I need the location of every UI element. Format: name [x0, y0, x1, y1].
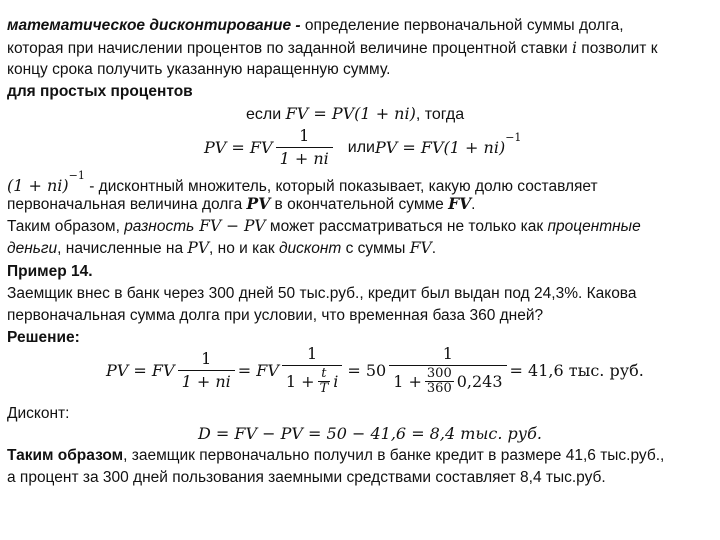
thus-interest-word: процентные: [547, 218, 641, 235]
simple-interest-header: для простых процентов: [7, 83, 193, 100]
solution-f2-one-plus: 1 +: [285, 371, 315, 391]
solution-T: T: [319, 381, 329, 396]
thus-line-1: [7, 216, 641, 237]
discount-factor-period: .: [471, 196, 476, 213]
thus-pv: PV: [187, 239, 210, 257]
formula2-rhs: PV = FV(1 + ni): [374, 138, 506, 157]
thus-difference-expr: FV − PV: [194, 217, 266, 235]
definition-text-4: концу срока получить указанную наращенную сумму.: [7, 61, 391, 78]
discount-title: Дисконт:: [7, 405, 70, 422]
solution-300: 300: [426, 366, 452, 381]
thus-discount-word: дисконт: [278, 240, 342, 257]
solution-fraction-1: [178, 349, 235, 392]
solution-eq-1: = FV: [237, 360, 279, 380]
solution-f3-numerator: 1: [389, 344, 506, 366]
discount-factor-fv: FV: [448, 194, 472, 213]
formula-if-word: если: [246, 106, 286, 123]
solution-f1-numerator: 1: [178, 349, 235, 371]
definition-text-3: позволит к: [577, 40, 658, 57]
solution-eq-2: = 50: [347, 360, 387, 380]
thus-difference-word: разность: [124, 218, 195, 235]
discount-factor-text-3: в окончательной сумме: [270, 196, 449, 213]
discount-factor-pv: PV: [246, 194, 271, 213]
formula-accumulation: [246, 104, 464, 124]
definition-text-2: которая при начислении процентов по заданной величине процентной ставки: [7, 40, 573, 57]
thus-text-3: , начисленные на: [57, 240, 188, 257]
formula-present-value: [204, 126, 521, 169]
thus-money-word: деньги: [7, 240, 58, 257]
solution-f1-denominator: 1 + ni: [181, 371, 231, 391]
solution-fraction-3: [389, 344, 506, 396]
formula2-numerator: 1: [276, 126, 333, 148]
discount-factor-text-1: - дисконтный множитель, который показывает, какую долю составляет: [84, 178, 598, 196]
formula2-denominator: 1 + ni: [279, 149, 329, 168]
formula2-fraction: [276, 126, 333, 169]
definition-text-1: определение первоначальной суммы долга,: [300, 17, 624, 34]
formula2-lhs: PV = FV: [204, 138, 273, 157]
formula-then-word: , тогда: [415, 106, 465, 123]
discount-formula-expr: D = FV − PV = 50 − 41,6 = 8,4 тыс. руб.: [198, 424, 542, 443]
solution-f3-one-plus: 1 +: [393, 371, 422, 391]
solution-f3-denominator: [389, 366, 506, 396]
thus-text-2: может рассматриваться не только как: [265, 218, 548, 235]
conclusion-line-1: [7, 446, 664, 466]
solution-fraction-2: [282, 344, 342, 396]
thus-text-4: , но и как: [209, 240, 279, 257]
thus-fv: FV: [409, 239, 432, 257]
definition-line-1: [7, 16, 624, 36]
discount-factor-line-2: [7, 194, 475, 215]
discount-factor-expr: (1 + ni): [7, 176, 69, 196]
solution-t-over-T: [318, 367, 331, 396]
conclusion-lead: Таким образом: [7, 447, 124, 464]
definition-var-i: i: [572, 39, 577, 57]
solution-rate: 0,243: [456, 371, 503, 391]
solution-f2-numerator: 1: [282, 344, 342, 366]
solution-t: t: [318, 367, 331, 382]
solution-title: Решение:: [7, 329, 80, 346]
example-line-1: Заемщик внес в банк через 300 дней 50 тыс.руб., кредит был выдан под 24,3%. Какова: [7, 285, 637, 302]
definition-line-3: [7, 60, 390, 80]
conclusion-text-1: , заемщик первоначально получил в банке кредит в размере 41,6 тыс.руб.,: [123, 447, 665, 464]
formula2-or-word: или: [347, 138, 375, 156]
discount-factor-text-2: первоначальная величина долга: [7, 196, 247, 213]
thus-text-5: с суммы: [341, 240, 410, 257]
definition-term: математическое дисконтирование -: [7, 17, 301, 34]
solution-i: i: [333, 371, 339, 391]
solution-360: 360: [426, 381, 452, 396]
thus-text-1: Таким образом,: [7, 218, 125, 235]
definition-line-2: [7, 38, 657, 59]
example-line-2: первоначальная сумма долга при условии, что временная база 360 дней?: [7, 307, 544, 324]
solution-formula: [106, 344, 644, 396]
discount-factor-exponent: −1: [68, 169, 85, 182]
thus-line-2: [7, 238, 436, 259]
solution-300-over-360: [425, 367, 454, 396]
formula-accumulation-expr: FV = PV(1 + ni): [285, 104, 416, 123]
solution-lhs: PV = FV: [106, 360, 175, 380]
solution-result: = 41,6 тыс. руб.: [509, 360, 644, 380]
conclusion-line-2: а процент за 300 дней пользования заемными средствами составляет 8,4 тыс.руб.: [7, 469, 606, 486]
thus-period: .: [431, 240, 436, 257]
discount-formula: [198, 424, 542, 443]
formula2-exponent: −1: [505, 131, 522, 144]
example-title: Пример 14.: [7, 263, 93, 280]
solution-f2-denominator: [282, 366, 342, 396]
